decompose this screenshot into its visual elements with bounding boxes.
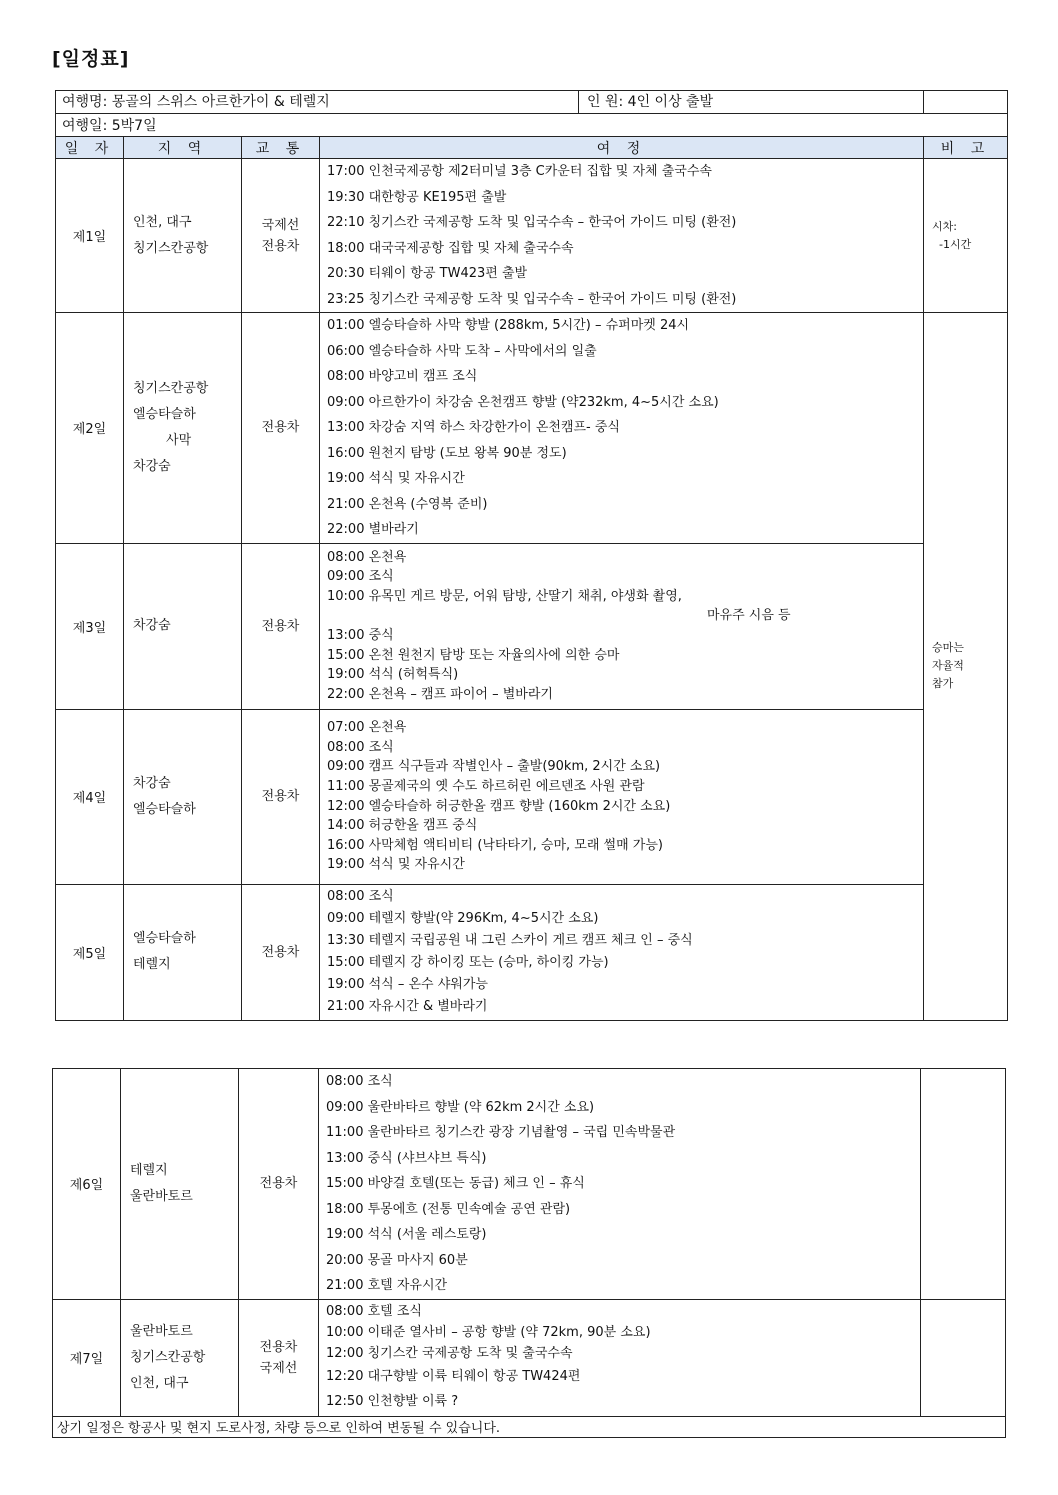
- note-line: 시차:: [932, 219, 957, 233]
- itinerary-line: 13:00 차강숨 지역 하스 차강한가이 온천캠프- 중식: [327, 420, 620, 435]
- day-itinerary: [320, 709, 924, 884]
- area-line: 테렐지: [133, 957, 171, 972]
- itinerary-line: 08:00 바양고비 캠프 조식: [327, 369, 478, 384]
- itinerary-line: 19:00 석식 – 온수 샤워가능: [327, 977, 488, 992]
- area-line: 테렐지: [130, 1162, 168, 1178]
- itinerary-line: 19:30 대한항공 KE195편 출발: [327, 189, 507, 205]
- day-label: 제7일: [53, 1299, 121, 1416]
- itinerary-line: 18:00 대국국제공항 집합 및 자체 출국수속: [327, 240, 574, 256]
- area-line: 칭기스칸공항: [130, 1349, 206, 1365]
- itinerary-line: 09:00 조식: [327, 569, 394, 585]
- column-header: 지 역: [124, 137, 242, 159]
- itinerary-line: 20:00 몽골 마사지 60분: [326, 1252, 468, 1268]
- area-line: 차강숨: [133, 775, 171, 791]
- day-itinerary: [319, 1299, 921, 1416]
- schedule-table-page1: [55, 90, 1008, 1021]
- itinerary-line: 마유주 시음 등: [707, 608, 791, 624]
- day-transport: [242, 313, 320, 544]
- day-row: [56, 543, 1008, 709]
- day-transport: [242, 709, 320, 884]
- day-note: [921, 1299, 1006, 1416]
- day-transport: [242, 159, 320, 313]
- day-row: [53, 1069, 1006, 1300]
- note-line: 승마는: [932, 641, 964, 655]
- transport-line: 전용차: [261, 420, 300, 436]
- area-line: 차강숨: [133, 458, 171, 474]
- itinerary-line: 08:00 온천욕: [327, 549, 407, 565]
- itinerary-line: 21:00 호텔 자유시간: [326, 1278, 448, 1293]
- footer-note: 상기 일정은 항공사 및 현지 도로사정, 차량 등으로 인하여 변동될 수 있습니다.: [53, 1416, 1006, 1437]
- schedule-table-page2: [52, 1068, 1006, 1438]
- itinerary-line: 11:00 몽골제국의 옛 수도 하르허린 에르덴조 사원 관람: [327, 778, 645, 794]
- day-itinerary: [319, 1069, 921, 1300]
- transport-line: 전용차: [259, 1176, 298, 1192]
- area-line: 엘승타슬하: [133, 406, 196, 422]
- itinerary-line: 13:00 중식 (샤브샤브 특식): [326, 1150, 487, 1166]
- itinerary-line: 10:00 이태준 열사비 – 공항 향발 (약 72km, 90분 소요): [326, 1325, 651, 1340]
- itinerary-line: 13:30 테렐지 국립공원 내 그린 스카이 게르 캠프 체크 인 – 중식: [327, 933, 693, 948]
- transport-line: 전용차: [261, 618, 300, 634]
- transport-line: 국제선: [259, 1360, 298, 1376]
- area-line: 차강숨: [133, 618, 171, 633]
- itinerary-line: 09:00 캠프 식구들과 작별인사 – 출발(90km, 2시간 소요): [327, 759, 661, 775]
- itinerary-line: 15:00 바양걸 호텔(또는 동급) 체크 인 – 휴식: [326, 1176, 585, 1191]
- itinerary-line: 20:30 티웨이 항공 TW423편 출발: [327, 266, 528, 281]
- transport-line: 전용차: [261, 944, 300, 960]
- trip-duration: 여행일: 5박7일: [56, 114, 1008, 137]
- itinerary-line: 10:00 유목민 게르 방문, 어워 탐방, 산딸기 채취, 야생화 촬영,: [327, 588, 682, 604]
- note-line: -1시간: [932, 237, 972, 251]
- day-label: 제2일: [56, 313, 124, 544]
- trip-header-split: [56, 91, 923, 113]
- column-header-row: [56, 137, 1008, 159]
- day-transport: [239, 1069, 319, 1300]
- day-itinerary: [320, 543, 924, 709]
- note-line: 참가: [932, 677, 954, 691]
- people-count-tail: [924, 91, 1008, 114]
- day-label: 제4일: [56, 709, 124, 884]
- trip-name-cell: [56, 91, 924, 114]
- itinerary-line: 16:00 사막체험 액티비티 (낙타타기, 승마, 모래 썰매 가능): [327, 837, 663, 853]
- area-line: 울란바토르: [130, 1188, 193, 1204]
- day-label: 제3일: [56, 543, 124, 709]
- day-area: [124, 884, 242, 1020]
- day-area: [121, 1299, 239, 1416]
- day-row: [56, 709, 1008, 884]
- day-label: 제1일: [56, 159, 124, 313]
- column-header: 교 통: [242, 137, 320, 159]
- itinerary-line: 22:00 온천욕 – 캠프 파이어 – 별바라기: [327, 686, 553, 702]
- area-line: 칭기스칸공항: [133, 380, 209, 396]
- day-area: [124, 709, 242, 884]
- itinerary-line: 08:00 호텔 조식: [326, 1304, 422, 1319]
- day-row: [56, 884, 1008, 1020]
- itinerary-line: 15:00 온천 원천지 탐방 또는 자율의사에 의한 승마: [327, 647, 620, 663]
- page-title: [일정표]: [52, 48, 130, 70]
- itinerary-line: 11:00 울란바타르 칭기스칸 광장 기념촬영 – 국립 민속박물관: [326, 1125, 676, 1140]
- itinerary-line: 13:00 중식: [327, 628, 394, 643]
- itinerary-line: 12:00 엘승타슬하 허긍한올 캠프 향발 (160km 2시간 소요): [327, 798, 671, 814]
- area-line: 인천, 대구: [133, 214, 192, 230]
- itinerary-line: 12:20 대구향발 이륙 티웨이 항공 TW424편: [326, 1369, 581, 1384]
- itinerary-line: 12:00 칭기스칸 국제공항 도착 및 출국수속: [326, 1346, 573, 1361]
- day-note: [924, 313, 1008, 1021]
- itinerary-line: 19:00 석식 및 자유시간: [327, 857, 465, 873]
- day-area: [124, 313, 242, 544]
- transport-line: 전용차: [261, 238, 300, 254]
- day-itinerary: [320, 884, 924, 1020]
- day-area: [124, 159, 242, 313]
- day-area: [124, 543, 242, 709]
- itinerary-line: 09:00 울란바타르 향발 (약 62km 2시간 소요): [326, 1099, 595, 1115]
- note-line: 자율적: [932, 659, 964, 673]
- itinerary-line: 15:00 테렐지 강 하이킹 또는 (승마, 하이킹 가능): [327, 955, 609, 970]
- itinerary-line: 22:00 별바라기: [327, 522, 419, 537]
- itinerary-line: 18:00 투몽에흐 (전통 민속예술 공연 관람): [326, 1201, 571, 1217]
- transport-line: 전용차: [261, 789, 300, 804]
- itinerary-line: 21:00 자유시간 & 별바라기: [327, 999, 488, 1014]
- itinerary-line: 19:00 석식 및 자유시간: [327, 471, 465, 486]
- day-itinerary: [320, 313, 924, 544]
- area-line: 칭기스칸공항: [133, 240, 209, 256]
- area-line: 엘승타슬하: [133, 801, 196, 817]
- transport-line: 국제선: [261, 217, 300, 233]
- column-header: 일 자: [56, 137, 124, 159]
- day-itinerary: [320, 159, 924, 313]
- itinerary-line: 16:00 원천지 탐방 (도보 왕복 90분 정도): [327, 445, 567, 461]
- area-line: 울란바토르: [130, 1323, 193, 1339]
- trip-name: 여행명: 몽골의 스위스 아르한가이 & 테렐지: [56, 91, 579, 113]
- itinerary-line: 08:00 조식: [326, 1074, 393, 1089]
- day-note: [924, 159, 1008, 313]
- itinerary-line: 08:00 조식: [327, 889, 394, 904]
- column-header: 여 정: [320, 137, 924, 159]
- itinerary-line: 21:00 온천욕 (수영복 준비): [327, 496, 488, 512]
- itinerary-line: 08:00 조식: [327, 739, 394, 755]
- transport-line: 전용차: [259, 1339, 298, 1355]
- itinerary-line: 22:10 칭기스칸 국제공항 도착 및 입국수속 – 한국어 가이드 미팅 (환전): [327, 215, 737, 230]
- day-row: [56, 313, 1008, 544]
- day-transport: [242, 884, 320, 1020]
- day-area: [121, 1069, 239, 1300]
- itinerary-line: 01:00 엘승타슬하 사막 향발 (288km, 5시간) – 슈퍼마켓 24시: [327, 318, 690, 333]
- itinerary-line: 07:00 온천욕: [327, 720, 407, 736]
- itinerary-line: 17:00 인천국제공항 제2터미널 3층 C카운터 집합 및 자체 출국수속: [327, 164, 712, 179]
- day-transport: [239, 1299, 319, 1416]
- itinerary-line: 12:50 인천향발 이륙 ?: [326, 1394, 459, 1409]
- itinerary-line: 19:00 석식 (허헉특식): [327, 667, 459, 683]
- itinerary-line: 19:00 석식 (서울 레스토랑): [326, 1227, 487, 1242]
- column-header: 비 고: [924, 137, 1008, 159]
- area-line: 사막: [133, 432, 192, 448]
- itinerary-line: 09:00 테렐지 향발(약 296Km, 4~5시간 소요): [327, 911, 599, 926]
- itinerary-line: 23:25 칭기스칸 국제공항 도착 및 입국수속 – 한국어 가이드 미팅 (환전): [327, 291, 737, 307]
- area-line: 엘승타슬하: [133, 931, 196, 946]
- day-row: [53, 1299, 1006, 1416]
- day-row: [56, 159, 1008, 313]
- itinerary-line: 09:00 아르한가이 차강숨 온천캠프 향발 (약232km, 4~5시간 소요): [327, 394, 719, 410]
- day-label: 제5일: [56, 884, 124, 1020]
- itinerary-line: 14:00 허긍한올 캠프 중식: [327, 818, 478, 834]
- day-transport: [242, 543, 320, 709]
- itinerary-line: 06:00 엘승타슬하 사막 도착 – 사막에서의 일출: [327, 343, 597, 359]
- people-count: 인 원: 4인 이상 출발: [587, 94, 714, 110]
- area-line: 인천, 대구: [130, 1375, 189, 1391]
- day-label: 제6일: [53, 1069, 121, 1300]
- day-note: [921, 1069, 1006, 1300]
